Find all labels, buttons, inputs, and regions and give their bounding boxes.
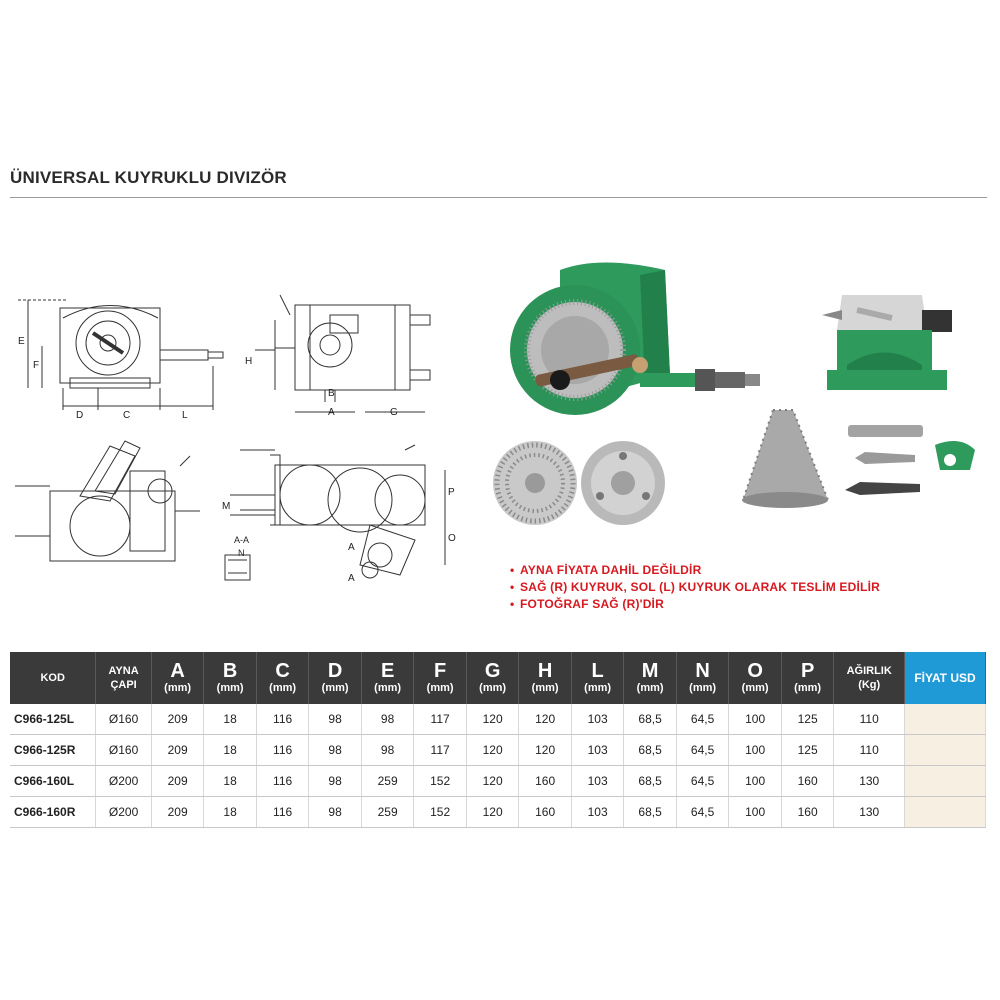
cell-L: 103 — [571, 797, 624, 828]
cell-O: 100 — [729, 766, 782, 797]
header-E: E (mm) — [361, 652, 414, 704]
label-E: E — [18, 336, 25, 347]
cell-N: 64,5 — [676, 704, 729, 735]
cell-G: 120 — [466, 797, 519, 828]
cell-B: 18 — [204, 735, 257, 766]
table-header-row — [10, 652, 986, 704]
cell-G: 120 — [466, 735, 519, 766]
header-C: C (mm) — [256, 652, 309, 704]
cell-kod: C966-125L — [10, 704, 96, 735]
label-O: O — [448, 533, 456, 544]
header-A: A (mm) — [151, 652, 204, 704]
drawing-rear-view — [220, 425, 465, 595]
cell-P: 125 — [781, 704, 834, 735]
cell-A: 209 — [151, 704, 204, 735]
cell-N: 64,5 — [676, 797, 729, 828]
header-P: P (mm) — [781, 652, 834, 704]
cell-D: 98 — [309, 735, 362, 766]
header-G: G (mm) — [466, 652, 519, 704]
faceplate-photo — [578, 438, 668, 533]
header-agirlik: AĞIRLIK (Kg) — [834, 652, 905, 704]
label-H: H — [245, 356, 253, 367]
cell-G: 120 — [466, 766, 519, 797]
header-M: M (mm) — [624, 652, 677, 704]
cell-C: 116 — [256, 735, 309, 766]
cell-P: 160 — [781, 797, 834, 828]
header-L: L (mm) — [571, 652, 624, 704]
drawing-front-view — [8, 288, 233, 423]
cell-D: 98 — [309, 704, 362, 735]
header-H: H (mm) — [519, 652, 572, 704]
cell-L: 103 — [571, 766, 624, 797]
cell-kod: C966-160L — [10, 766, 96, 797]
table-row — [10, 735, 986, 766]
cell-O: 100 — [729, 797, 782, 828]
cell-L: 103 — [571, 704, 624, 735]
cell-H: 160 — [519, 766, 572, 797]
note-item: • AYNA FİYATA DAHİL DEĞİLDİR — [510, 562, 880, 579]
cell-A: 209 — [151, 735, 204, 766]
cell-D: 98 — [309, 766, 362, 797]
cell-C: 116 — [256, 704, 309, 735]
label-AA: A-A — [234, 535, 250, 545]
cell-E: 98 — [361, 704, 414, 735]
cone-mandrel-photo — [738, 405, 833, 515]
accessory-tools-photo — [840, 420, 990, 515]
table-row — [10, 704, 986, 735]
cell-kg: 110 — [834, 735, 905, 766]
cell-kg: 110 — [834, 704, 905, 735]
label-N: N — [238, 548, 245, 558]
cell-C: 116 — [256, 766, 309, 797]
cell-F: 117 — [414, 704, 467, 735]
cell-O: 100 — [729, 704, 782, 735]
cell-ayna: Ø160 — [96, 735, 152, 766]
label-G: G — [390, 407, 398, 418]
header-ayna: AYNA ÇAPI — [96, 652, 152, 704]
cell-M: 68,5 — [624, 735, 677, 766]
label-L: L — [182, 410, 188, 421]
cell-A: 209 — [151, 766, 204, 797]
cell-fiyat — [905, 704, 986, 735]
label-P: P — [448, 487, 455, 498]
label-F: F — [33, 360, 40, 371]
label-D: D — [76, 410, 84, 421]
drawing-tilted-view — [10, 436, 210, 571]
cell-N: 64,5 — [676, 735, 729, 766]
cell-E: 98 — [361, 735, 414, 766]
tailstock-photo — [812, 290, 972, 415]
header-D: D (mm) — [309, 652, 362, 704]
cell-kod: C966-125R — [10, 735, 96, 766]
header-O: O (mm) — [729, 652, 782, 704]
title-divider — [10, 197, 987, 198]
index-plate-photo — [490, 438, 580, 533]
cell-M: 68,5 — [624, 766, 677, 797]
cell-D: 98 — [309, 797, 362, 828]
spec-table — [10, 652, 986, 828]
header-F: F (mm) — [414, 652, 467, 704]
label-A-section-1: A — [348, 542, 355, 553]
table-row — [10, 766, 986, 797]
header-fiyat: FİYAT USD — [905, 652, 986, 704]
cell-B: 18 — [204, 766, 257, 797]
cell-A: 209 — [151, 797, 204, 828]
cell-H: 120 — [519, 735, 572, 766]
cell-H: 160 — [519, 797, 572, 828]
cell-H: 120 — [519, 704, 572, 735]
drawing-side-view — [235, 290, 460, 425]
cell-F: 152 — [414, 797, 467, 828]
cell-M: 68,5 — [624, 797, 677, 828]
cell-ayna: Ø200 — [96, 766, 152, 797]
cell-kod: C966-160R — [10, 797, 96, 828]
label-B: B — [328, 388, 335, 399]
label-M: M — [222, 501, 231, 512]
cell-L: 103 — [571, 735, 624, 766]
cell-F: 117 — [414, 735, 467, 766]
label-C: C — [123, 410, 131, 421]
cell-C: 116 — [256, 797, 309, 828]
cell-kg: 130 — [834, 797, 905, 828]
cell-fiyat — [905, 766, 986, 797]
table-row — [10, 797, 986, 828]
cell-M: 68,5 — [624, 704, 677, 735]
note-item: • FOTOĞRAF SAĞ (R)'DİR — [510, 596, 880, 613]
header-N: N (mm) — [676, 652, 729, 704]
label-A-section-2: A — [348, 573, 355, 584]
cell-P: 125 — [781, 735, 834, 766]
cell-ayna: Ø200 — [96, 797, 152, 828]
cell-ayna: Ø160 — [96, 704, 152, 735]
cell-B: 18 — [204, 797, 257, 828]
notes-list — [510, 562, 880, 613]
header-B: B (mm) — [204, 652, 257, 704]
cell-B: 18 — [204, 704, 257, 735]
cell-G: 120 — [466, 704, 519, 735]
cell-E: 259 — [361, 766, 414, 797]
cell-N: 64,5 — [676, 766, 729, 797]
cell-kg: 130 — [834, 766, 905, 797]
label-A: A — [328, 407, 335, 418]
cell-E: 259 — [361, 797, 414, 828]
header-kod: KOD — [10, 652, 96, 704]
cell-fiyat — [905, 735, 986, 766]
page-title: ÜNIVERSAL KUYRUKLU DIVIZÖR — [10, 168, 287, 187]
note-item: • SAĞ (R) KUYRUK, SOL (L) KUYRUK OLARAK TESLİM EDİLİR — [510, 579, 880, 596]
cell-P: 160 — [781, 766, 834, 797]
cell-F: 152 — [414, 766, 467, 797]
cell-O: 100 — [729, 735, 782, 766]
cell-fiyat — [905, 797, 986, 828]
